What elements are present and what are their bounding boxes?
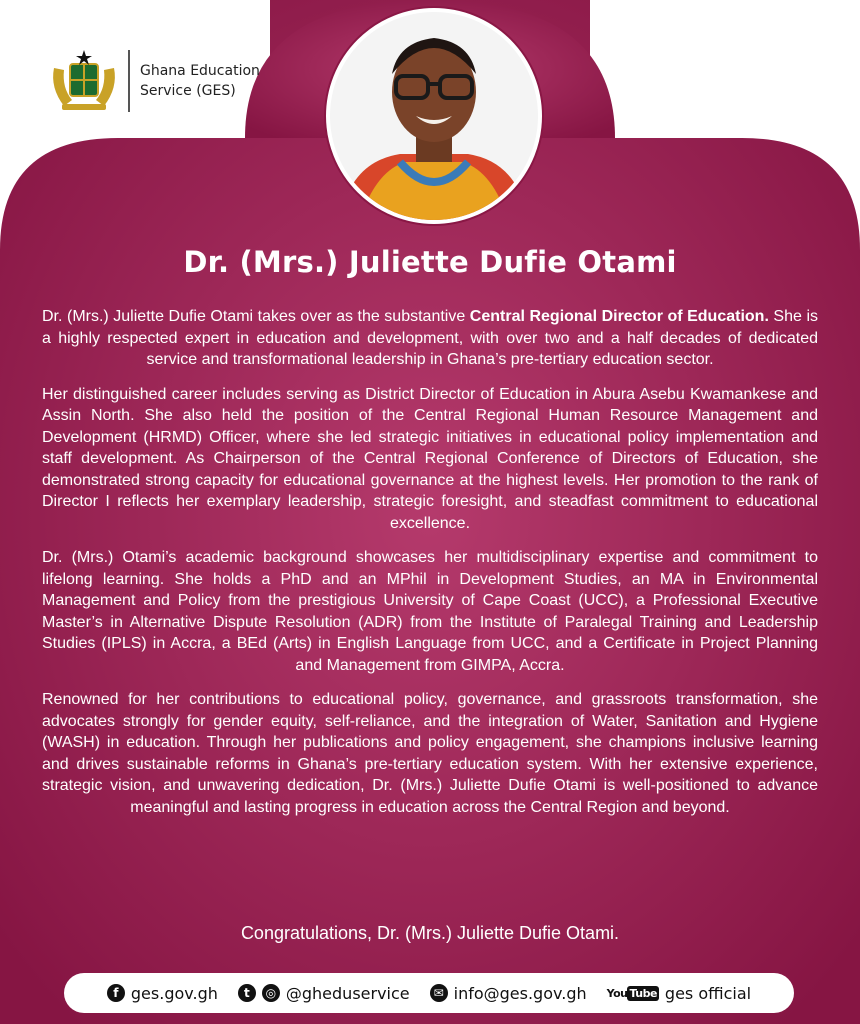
twitter-icon: t xyxy=(238,984,256,1002)
social-handle-link[interactable] xyxy=(238,984,410,1003)
bio-paragraph-3: Dr. (Mrs.) Otami’s academic background showcases her multidisciplinary expertise and commitment to lifelong learning. She holds a PhD and an MPhil in Development Studies, an MA in Environmental Management and Policy from the prestigious University of Cape Coast (UCC), a Professional Executive Master’s in Alternative Dispute Resolution (ADR) from the Institute of Paralegal Training and Leadership Studies (IPLS) in Accra, a BEd (Arts) in English Language from UCC, and a Certificate in Project Planning and Management from GIMPA, Accra. xyxy=(42,549,818,674)
congratulations-text: Congratulations, Dr. (Mrs.) Juliette Dufie Otami. xyxy=(240,923,620,943)
org-logo xyxy=(48,48,270,114)
bio-paragraph-4: Renowned for her contributions to educational policy, governance, and grassroots transformation, she advocates strongly for gender equity, self-reliance, and the integration of Water, Sanitation and Hygiene (WASH) in education. Through her publications and policy engagement, she champions inclusive learning and drives sustainable reforms in Ghana’s pre-tertiary education system. With her extensive experience, strategic vision, and unwavering dedication, Dr. (Mrs.) Juliette Dufie Otami is well-positioned to advance meaningful and lasting progress in education across the Central Region and beyond. xyxy=(42,691,818,816)
logo-divider xyxy=(128,50,130,112)
org-name: Ghana Education Service (GES) xyxy=(140,63,260,99)
bio-body xyxy=(42,306,818,831)
website-text: ges.gov.gh xyxy=(130,983,218,1003)
email-text: info@ges.gov.gh xyxy=(453,983,587,1003)
youtube-text: ges official xyxy=(664,983,752,1003)
social-handle-text: @gheduservice xyxy=(285,983,410,1003)
youtube-link[interactable] xyxy=(607,984,751,1003)
youtube-icon: You Tube xyxy=(606,986,657,1000)
instagram-icon: ◎ xyxy=(262,984,280,1002)
contact-footer xyxy=(64,973,794,1013)
email-icon: ✉ xyxy=(430,984,448,1002)
website-link[interactable] xyxy=(107,984,218,1003)
facebook-icon: f xyxy=(107,984,125,1002)
ghana-coat-of-arms-icon xyxy=(48,48,120,114)
bio-paragraph-1: Dr. (Mrs.) Juliette Dufie Otami takes over as the substantive Central Regional Director of Education. She is a highly respected expert in education and development, with over two and a half decades of dedicated service and transformational leadership in Ghana’s pre-tertiary education sector. xyxy=(42,308,818,368)
bio-paragraph-2: Her distinguished career includes serving as District Director of Education in Abura Asebu Kwamankese and Assin North. She also held the position of the Central Regional Human Resource Management and Development (HRMD) Officer, where she led strategic initiatives in educational policy implementation and staff development. As Chairperson of the Central Regional Conference of Directors of Education, she demonstrated strong capacity for educational governance at the highest levels. Her promotion to the rank of Director I reflects her exemplary leadership, strategic foresight, and steadfast commitment to educational excellence. xyxy=(42,385,818,532)
email-link[interactable] xyxy=(430,984,587,1003)
profile-photo xyxy=(326,8,542,224)
page-title: Dr. (Mrs.) Juliette Dufie Otami xyxy=(183,245,677,279)
